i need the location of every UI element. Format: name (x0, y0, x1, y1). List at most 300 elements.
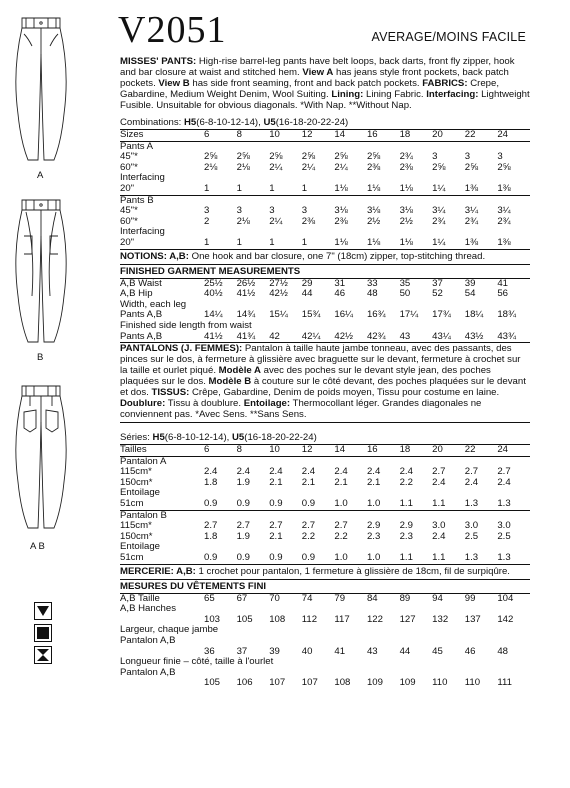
value-cell: 8 (236, 444, 242, 456)
value-cell: 1.1 (432, 553, 465, 564)
largeur-label-row (120, 636, 530, 647)
value-cell: 10 (269, 444, 280, 456)
longueur-row (120, 678, 530, 689)
english-measurements-table (120, 279, 530, 344)
combo-h5-sizes: (6-8-10-12-14), (196, 117, 264, 128)
value-cell: 1 (204, 238, 237, 249)
value-cell: 45 (432, 645, 443, 657)
series-h5-sizes: (6-8-10-12-14), (164, 432, 232, 444)
group-title: Finished side length from waist (120, 319, 252, 331)
hourglass-icon (34, 646, 52, 664)
value-cell: 1.0 (334, 553, 367, 564)
value-cell: 2⅜ (301, 215, 316, 227)
value-cell: 43½ (465, 332, 498, 343)
combinations-line (120, 117, 530, 128)
row-label: 60"* (120, 161, 138, 173)
value-cell: 18 (399, 129, 411, 140)
largeur-title-row (120, 625, 530, 636)
value-cell: 48 (366, 288, 378, 300)
english-yardage-table (120, 129, 530, 250)
value-cell: 44 (399, 645, 411, 657)
figure-label-a: A (37, 170, 44, 181)
row-label: 45"* (120, 205, 138, 217)
value-cell: 2.7 (269, 520, 283, 532)
value-cell: 2⅜ (399, 161, 413, 173)
french-description (120, 343, 530, 423)
value-cell: 127 (399, 613, 416, 625)
value-cell: 2⅛ (236, 215, 250, 227)
value-cell: 1⅛ (367, 184, 400, 195)
value-cell: 2½ (399, 215, 413, 227)
series-u5-sizes: (16-18-20-22-24) (244, 432, 317, 444)
value-cell: 1⅜ (497, 238, 530, 249)
combo-h5-code: H5 (184, 117, 197, 128)
pantalon-b-fabric-row (120, 532, 530, 543)
value-cell: 1.1 (400, 553, 433, 564)
row-label: A,B Taille (120, 592, 160, 604)
value-cell: 12 (301, 129, 313, 140)
value-cell: 2.7 (432, 466, 446, 478)
value-cell: 24 (497, 129, 509, 140)
value-cell: 1⅜ (465, 238, 498, 249)
value-cell: 52 (432, 288, 443, 300)
value-cell: 39 (464, 277, 476, 289)
group-title: Pantalon A,B (120, 666, 176, 678)
series-line (120, 432, 530, 443)
value-cell: 56 (497, 288, 509, 300)
fabrics-label: FABRICS: (422, 78, 468, 89)
value-cell: 1 (237, 184, 270, 195)
value-cell: 0.9 (269, 499, 302, 510)
value-cell: 2¼ (334, 161, 348, 173)
value-cell: 79 (334, 592, 346, 604)
english-description (120, 56, 530, 111)
value-cell: 1 (269, 184, 302, 195)
value-cell: 1.1 (400, 499, 433, 510)
value-cell: 41 (334, 645, 346, 657)
fr-model-a-text: avec des poches sur le devant style jean, des poches plaquées sur le dos. (120, 365, 491, 388)
square-icon (34, 624, 52, 642)
view-a-text: has jeans style front pockets, back patch pockets. (120, 67, 509, 89)
value-cell: 2¾ (464, 215, 479, 227)
group-title: Longueur finie – côté, taille à l'ourlet (120, 656, 274, 668)
difficulty-rating: AVERAGE/MOINS FACILE (371, 30, 526, 44)
value-cell: 137 (464, 613, 481, 625)
fr-doublure-label: Doublure: (120, 398, 166, 410)
value-cell: 2¼ (269, 161, 283, 173)
row-label: Sizes (120, 129, 144, 140)
value-cell: 105 (204, 677, 221, 689)
value-cell: 2.4 (366, 466, 381, 478)
value-cell: 22 (464, 444, 476, 456)
pants-b-fabric-row (120, 217, 530, 228)
fr-doublure-text: Tissu à doublure. (165, 398, 244, 410)
value-cell: 42¼ (302, 332, 335, 343)
value-cell: 110 (432, 677, 448, 689)
length-row (120, 332, 530, 343)
value-cell: 17¾ (432, 309, 451, 321)
value-cell: 1.0 (367, 499, 400, 510)
value-cell: 2.1 (269, 530, 283, 542)
view-b-label: View B (158, 78, 190, 89)
value-cell: 89 (399, 592, 411, 604)
value-cell: 14 (334, 129, 346, 140)
group-title: Entoilage (120, 541, 161, 553)
value-cell: 132 (432, 613, 449, 625)
value-cell: 2⅝ (497, 161, 511, 173)
value-cell: 43 (400, 332, 433, 343)
value-cell: 8 (236, 129, 242, 140)
value-cell: 0.9 (237, 499, 270, 510)
view-a-label: View A (302, 67, 334, 78)
value-cell: 2 (204, 215, 210, 227)
value-cell: 33 (366, 277, 378, 289)
combo-u5-sizes: (16-18-20-22-24) (275, 117, 349, 128)
value-cell: 105 (236, 613, 253, 625)
value-cell: 3 (497, 151, 503, 163)
value-cell: 2.4 (236, 466, 250, 478)
value-cell: 3 (432, 151, 438, 163)
value-cell: 3¼ (432, 205, 446, 217)
pattern-info-column (120, 56, 530, 689)
pants-a-interfacing-row (120, 184, 530, 195)
value-cell: 2.9 (366, 520, 381, 532)
value-cell: 1⅛ (334, 184, 367, 195)
group-title: Pants A (120, 140, 154, 152)
fr-entoilage-text: Thermocollant léger. Grandes diagonales ne conviennent pas. *Avec Sens. **Sans Sens. (120, 398, 482, 421)
value-cell: 1⅛ (334, 238, 367, 249)
value-cell: 111 (497, 677, 512, 689)
value-cell: 1.0 (334, 499, 367, 510)
value-cell: 2.1 (366, 476, 381, 488)
value-cell: 1 (237, 238, 270, 249)
value-cell: 117 (334, 613, 350, 625)
notions (120, 250, 530, 265)
fabrics-text: Crepe, Gabardine, Medium Weight Denim, Wool Suiting. (120, 78, 499, 100)
value-cell: 70 (269, 592, 280, 604)
row-label (120, 678, 204, 689)
value-cell: 1.3 (497, 499, 530, 510)
row-label: 51cm (120, 499, 204, 510)
value-cell: 2.4 (497, 476, 511, 488)
value-cell: 2.2 (334, 530, 348, 542)
value-cell: 6 (204, 444, 210, 456)
fr-desc-body: Pantalon à taille haute jambe tonneau, avec des passants, des pinces sur le dos, à fermeture à glissière avec braguette sur le devant, fermeture à crochet sur la taille et ourlet piqué. (120, 343, 521, 377)
series-u5-code: U5 (231, 432, 245, 444)
value-cell: 3.0 (464, 520, 479, 532)
sizes-header-row (120, 130, 530, 142)
value-cell: 3¼ (497, 205, 511, 217)
value-cell: 2⅝ (269, 151, 283, 163)
value-cell: 1⅛ (400, 184, 433, 195)
value-cell: 107 (301, 677, 318, 689)
value-cell: 2¾ (399, 151, 413, 163)
value-cell: 3 (269, 205, 275, 217)
value-cell: 41 (497, 277, 509, 289)
pants-a-fabric-row (120, 163, 530, 174)
value-cell: 1 (302, 184, 335, 195)
group-title: Interfacing (120, 172, 165, 184)
value-cell: 2¼ (301, 161, 316, 173)
pants-b-interfacing-row (120, 238, 530, 249)
value-cell: 1 (269, 238, 302, 249)
row-label: 20" (120, 184, 204, 195)
mercerie-text: 1 crochet pour pantalon, 1 fermeture à glissière de 18cm, fil de surpiqûre. (195, 565, 510, 577)
value-cell: 104 (497, 592, 514, 604)
value-cell: 1.9 (236, 476, 250, 488)
value-cell: 2.1 (301, 476, 316, 488)
value-cell: 2.2 (399, 476, 413, 488)
value-cell: 112 (301, 613, 318, 625)
value-cell: 103 (204, 613, 221, 625)
value-cell: 2.4 (334, 466, 348, 478)
figure-label-b: B (37, 352, 44, 363)
value-cell: 2⅛ (236, 161, 250, 173)
value-cell: 2.4 (269, 466, 283, 478)
value-cell: 2.4 (432, 530, 446, 542)
value-cell: 1.0 (367, 553, 400, 564)
interfacing-text: Lightweight Fusible. Unsuitable for obvious diagonals. *With Nap. **Without Nap. (120, 89, 530, 111)
value-cell: 1⅛ (400, 238, 433, 249)
value-cell: 16¼ (334, 309, 354, 321)
value-cell: 1.8 (204, 476, 218, 488)
figure-label-ab: A B (30, 541, 45, 552)
value-cell: 1¼ (432, 184, 465, 195)
notions-label: NOTIONS: A,B: (120, 250, 189, 262)
value-cell: 1¼ (432, 238, 465, 249)
value-cell: 14 (334, 444, 346, 456)
value-cell: 25½ (204, 277, 223, 289)
fr-tissus-label: TISSUS: (151, 387, 190, 399)
group-title: Pants B (120, 194, 154, 206)
fr-entoilage-label: Entoilage: (243, 398, 291, 410)
value-cell: 2.7 (301, 520, 316, 532)
value-cell: 39 (269, 645, 280, 657)
value-cell: 2.7 (464, 466, 479, 478)
taille-row (120, 594, 530, 605)
value-cell: 2.7 (236, 520, 250, 532)
series-h5-code: H5 (152, 432, 165, 444)
value-cell: 46 (334, 288, 346, 300)
value-cell: 37 (236, 645, 248, 657)
value-cell: 2⅝ (464, 161, 479, 173)
notions-text: One hook and bar closure, one 7" (18cm) zipper, top-stitching thread. (188, 250, 486, 262)
value-cell: 109 (366, 677, 383, 689)
group-title: Pantalon B (120, 509, 167, 521)
value-cell: 108 (334, 677, 351, 689)
tailles-header-row (120, 445, 530, 457)
value-cell: 2.7 (334, 520, 348, 532)
group-title: Entoilage (120, 487, 161, 499)
value-cell: 2.5 (464, 530, 479, 542)
value-cell: 2⅝ (236, 151, 250, 163)
row-label: 20" (120, 238, 204, 249)
value-cell: 3 (204, 205, 210, 217)
row-label: 150cm* (120, 530, 153, 542)
value-cell: 65 (204, 592, 215, 604)
value-cell: 2⅛ (204, 161, 218, 173)
value-cell: 2.4 (432, 476, 446, 488)
value-cell: 26½ (236, 277, 256, 289)
fr-desc-title: PANTALONS (J. FEMMES): (120, 343, 243, 355)
combinations-prefix: Combinations: (120, 117, 184, 128)
value-cell: 0.9 (302, 553, 335, 564)
lining-text: Lining Fabric. (363, 89, 427, 100)
triangle-down-icon (34, 602, 52, 620)
value-cell: 109 (399, 677, 416, 689)
value-cell: 74 (301, 592, 313, 604)
row-label: Pants A,B (120, 332, 204, 343)
value-cell: 12 (301, 444, 313, 456)
value-cell: 1⅜ (497, 184, 530, 195)
value-cell: 0.9 (237, 553, 270, 564)
value-cell: 2⅝ (204, 151, 218, 163)
row-label: 51cm (120, 553, 204, 564)
fr-model-a-label: Modèle A (218, 365, 261, 377)
value-cell: 1.3 (497, 553, 530, 564)
group-title: Largeur, chaque jambe (120, 624, 219, 636)
value-cell: 1.1 (432, 499, 465, 510)
value-cell: 43¾ (497, 332, 530, 343)
value-cell: 3⅛ (366, 205, 381, 217)
value-cell: 3 (464, 151, 471, 163)
row-label: 150cm* (120, 476, 153, 488)
value-cell: 14¼ (204, 309, 223, 321)
value-cell: 27½ (269, 277, 288, 289)
value-cell: 2.4 (399, 466, 413, 478)
value-cell: 0.9 (204, 499, 237, 510)
value-cell: 10 (269, 129, 280, 140)
value-cell: 16¾ (366, 309, 386, 321)
value-cell: 18 (399, 444, 411, 456)
value-cell: 40½ (204, 288, 223, 300)
row-label: A,B Hip (120, 288, 153, 300)
value-cell: 1.3 (465, 499, 498, 510)
value-cell: 42¾ (367, 332, 400, 343)
value-cell: 2.4 (301, 466, 316, 478)
group-title: Pantalon A,B (120, 635, 176, 646)
lining-label: Lining: (331, 89, 364, 100)
pantalon-b-entoilage-row (120, 553, 530, 564)
value-cell: 1⅜ (465, 184, 498, 195)
pantalon-a-entoilage-row (120, 499, 530, 510)
value-cell: 1 (302, 238, 335, 249)
value-cell: 41½ (236, 288, 256, 300)
value-cell: 54 (464, 288, 476, 300)
series-prefix: Séries: (120, 432, 153, 444)
value-cell: 43 (366, 645, 378, 657)
value-cell: 2⅝ (334, 151, 348, 163)
value-cell: 2.3 (399, 530, 413, 542)
pants-back-view-illustration (12, 382, 70, 532)
value-cell: 43¼ (432, 332, 465, 343)
group-title: Width, each leg (120, 298, 187, 310)
value-cell: 2.9 (399, 520, 413, 532)
fr-model-b-text: à couture sur le côté devant, des poches plaquées sur le devant et dos. (120, 376, 526, 399)
value-cell: 15¼ (269, 309, 288, 321)
value-cell: 67 (236, 592, 248, 604)
value-cell: 2¼ (269, 215, 283, 227)
value-cell: 122 (366, 613, 383, 625)
value-cell: 110 (464, 677, 481, 689)
pants-view-a-front-illustration (12, 14, 70, 164)
value-cell: 3¼ (464, 205, 479, 217)
value-cell: 142 (497, 613, 514, 625)
value-cell: 108 (269, 613, 286, 625)
value-cell: 99 (464, 592, 476, 604)
value-cell: 14¾ (236, 309, 256, 321)
french-measurements-table (120, 594, 530, 689)
value-cell: 1.9 (236, 530, 250, 542)
value-cell: 0.9 (269, 553, 302, 564)
mercerie (120, 565, 530, 580)
interfacing-label: Interfacing: (426, 89, 479, 100)
value-cell: 3⅛ (334, 205, 348, 217)
group-title: A,B Hanches (120, 603, 176, 615)
value-cell: 22 (464, 129, 476, 140)
value-cell: 18¾ (497, 309, 517, 321)
value-cell: 41½ (204, 332, 237, 343)
value-cell: 2.7 (204, 520, 218, 532)
value-cell: 3 (236, 205, 242, 217)
value-cell: 2.1 (334, 476, 348, 488)
value-cell: 2.5 (497, 530, 511, 542)
value-cell: 2⅝ (301, 151, 316, 163)
row-label: 60"* (120, 215, 138, 227)
combo-u5-code: U5 (263, 117, 276, 128)
value-cell: 44 (301, 288, 313, 300)
value-cell: 3.0 (432, 520, 446, 532)
value-cell: 84 (366, 592, 378, 604)
value-cell: 42 (269, 332, 302, 343)
value-cell: 46 (464, 645, 476, 657)
value-cell: 2⅜ (366, 161, 381, 173)
length-title-row (120, 321, 530, 332)
value-cell: 2¾ (432, 215, 446, 227)
value-cell: 2.3 (366, 530, 381, 542)
value-cell: 17¼ (399, 309, 419, 321)
longueur-title-row (120, 657, 530, 668)
group-title: Interfacing (120, 226, 165, 238)
value-cell: 0.9 (302, 499, 335, 510)
value-cell: 20 (432, 444, 443, 456)
pantalon-a-fabric-row (120, 478, 530, 489)
value-cell: 35 (399, 277, 411, 289)
pants-view-b-front-illustration (12, 196, 70, 346)
value-cell: 1⅛ (367, 238, 400, 249)
mesures-title: MESURES DU VÊTEMENTS FINI (120, 580, 530, 594)
value-cell: 18¼ (464, 309, 484, 321)
value-cell: 1.3 (465, 553, 498, 564)
value-cell: 16 (366, 129, 378, 140)
value-cell: 107 (269, 677, 286, 689)
value-cell: 2⅜ (334, 215, 348, 227)
value-cell: 48 (497, 645, 509, 657)
fr-model-b-label: Modèle B (208, 376, 252, 388)
value-cell: 36 (204, 645, 215, 657)
value-cell: 2⅝ (366, 151, 381, 163)
value-cell: 42½ (334, 332, 367, 343)
row-label: 115cm* (120, 466, 152, 478)
value-cell: 16 (366, 444, 378, 456)
french-metrage-table (120, 444, 530, 565)
value-cell: 3.0 (497, 520, 511, 532)
value-cell: 0.9 (204, 553, 237, 564)
pattern-number: V2051 (118, 9, 227, 51)
value-cell: 20 (432, 129, 443, 140)
value-cell: 1 (204, 184, 237, 195)
row-label: A,B Waist (120, 277, 162, 289)
